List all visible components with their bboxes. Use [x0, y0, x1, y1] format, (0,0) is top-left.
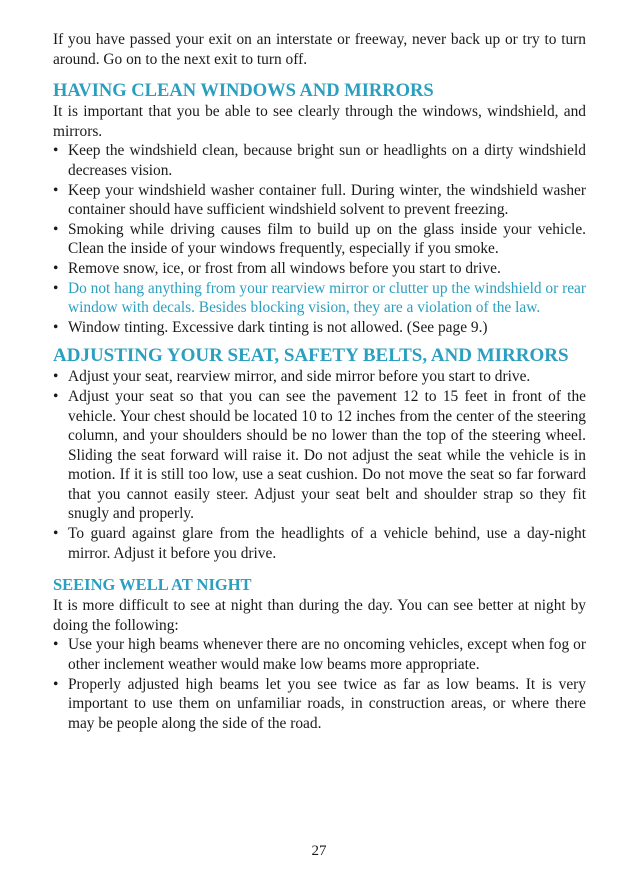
list-item: • Adjust your seat so that you can see the pavement 12 to 15 feet in front of the vehicle. Your chest should be located 10 to 12 inches from the center of the steering column, and your shoulders should be no lower than the top of the steering wheel. Sliding the seat forward will raise it. Do not adjust the seat while the vehicle is in motion. If it is still too low, use a seat cushion. Do not move the seat so far forward that you cannot easily steer. Adjust your seat belt and shoulder strap so they fit snugly and properly.	[53, 387, 586, 524]
list-item: • Remove snow, ice, or frost from all windows before you start to drive.	[53, 259, 586, 279]
list-item: • Window tinting. Excessive dark tinting is not allowed. (See page 9.)	[53, 318, 586, 338]
seeing-night-list	[53, 635, 586, 733]
intro-paragraph: If you have passed your exit on an interstate or freeway, never back up or try to turn around. Go on to the next exit to turn off.	[53, 31, 586, 68]
list-item: • Adjust your seat, rearview mirror, and side mirror before you start to drive.	[53, 367, 586, 387]
list-item: • Smoking while driving causes film to build up on the glass inside your vehicle. Clean the inside of your windows frequently, especially if you smoke.	[53, 220, 586, 259]
list-item-highlighted: • Do not hang anything from your rearview mirror or clutter up the windshield or rear window with decals. Besides blocking vision, they are a violation of the law.	[53, 279, 586, 318]
list-item: • Keep the windshield clean, because bright sun or headlights on a dirty windshield decreases vision.	[53, 141, 586, 180]
heading-seeing-night: SEEING WELL AT NIGHT	[53, 575, 252, 595]
page-number: 27	[311, 843, 327, 859]
document-page	[53, 30, 586, 733]
adjusting-seat-list	[53, 367, 586, 563]
list-item: • Keep your windshield washer container full. During winter, the windshield washer container should have sufficient windshield solvent to prevent freezing.	[53, 181, 586, 220]
heading-adjusting-seat: ADJUSTING YOUR SEAT, SAFETY BELTS, AND MIRRORS	[53, 345, 569, 367]
heading-clean-windows: HAVING CLEAN WINDOWS AND MIRRORS	[53, 81, 434, 102]
seeing-night-intro: It is more difficult to see at night than during the day. You can see better at night by doing the following:	[53, 597, 586, 634]
list-item: • To guard against glare from the headlights of a vehicle behind, use a day-night mirror. Adjust it before you drive.	[53, 524, 586, 563]
list-item: • Properly adjusted high beams let you see twice as far as low beams. It is very important to use them on unfamiliar roads, in construction areas, or where there may be people along the side of the road.	[53, 675, 586, 734]
clean-windows-intro: It is important that you be able to see clearly through the windows, windshield, and mirrors.	[53, 103, 586, 140]
list-item: • Use your high beams whenever there are no oncoming vehicles, except when fog or other inclement weather would make low beams more appropriate.	[53, 635, 586, 674]
clean-windows-list	[53, 141, 586, 337]
